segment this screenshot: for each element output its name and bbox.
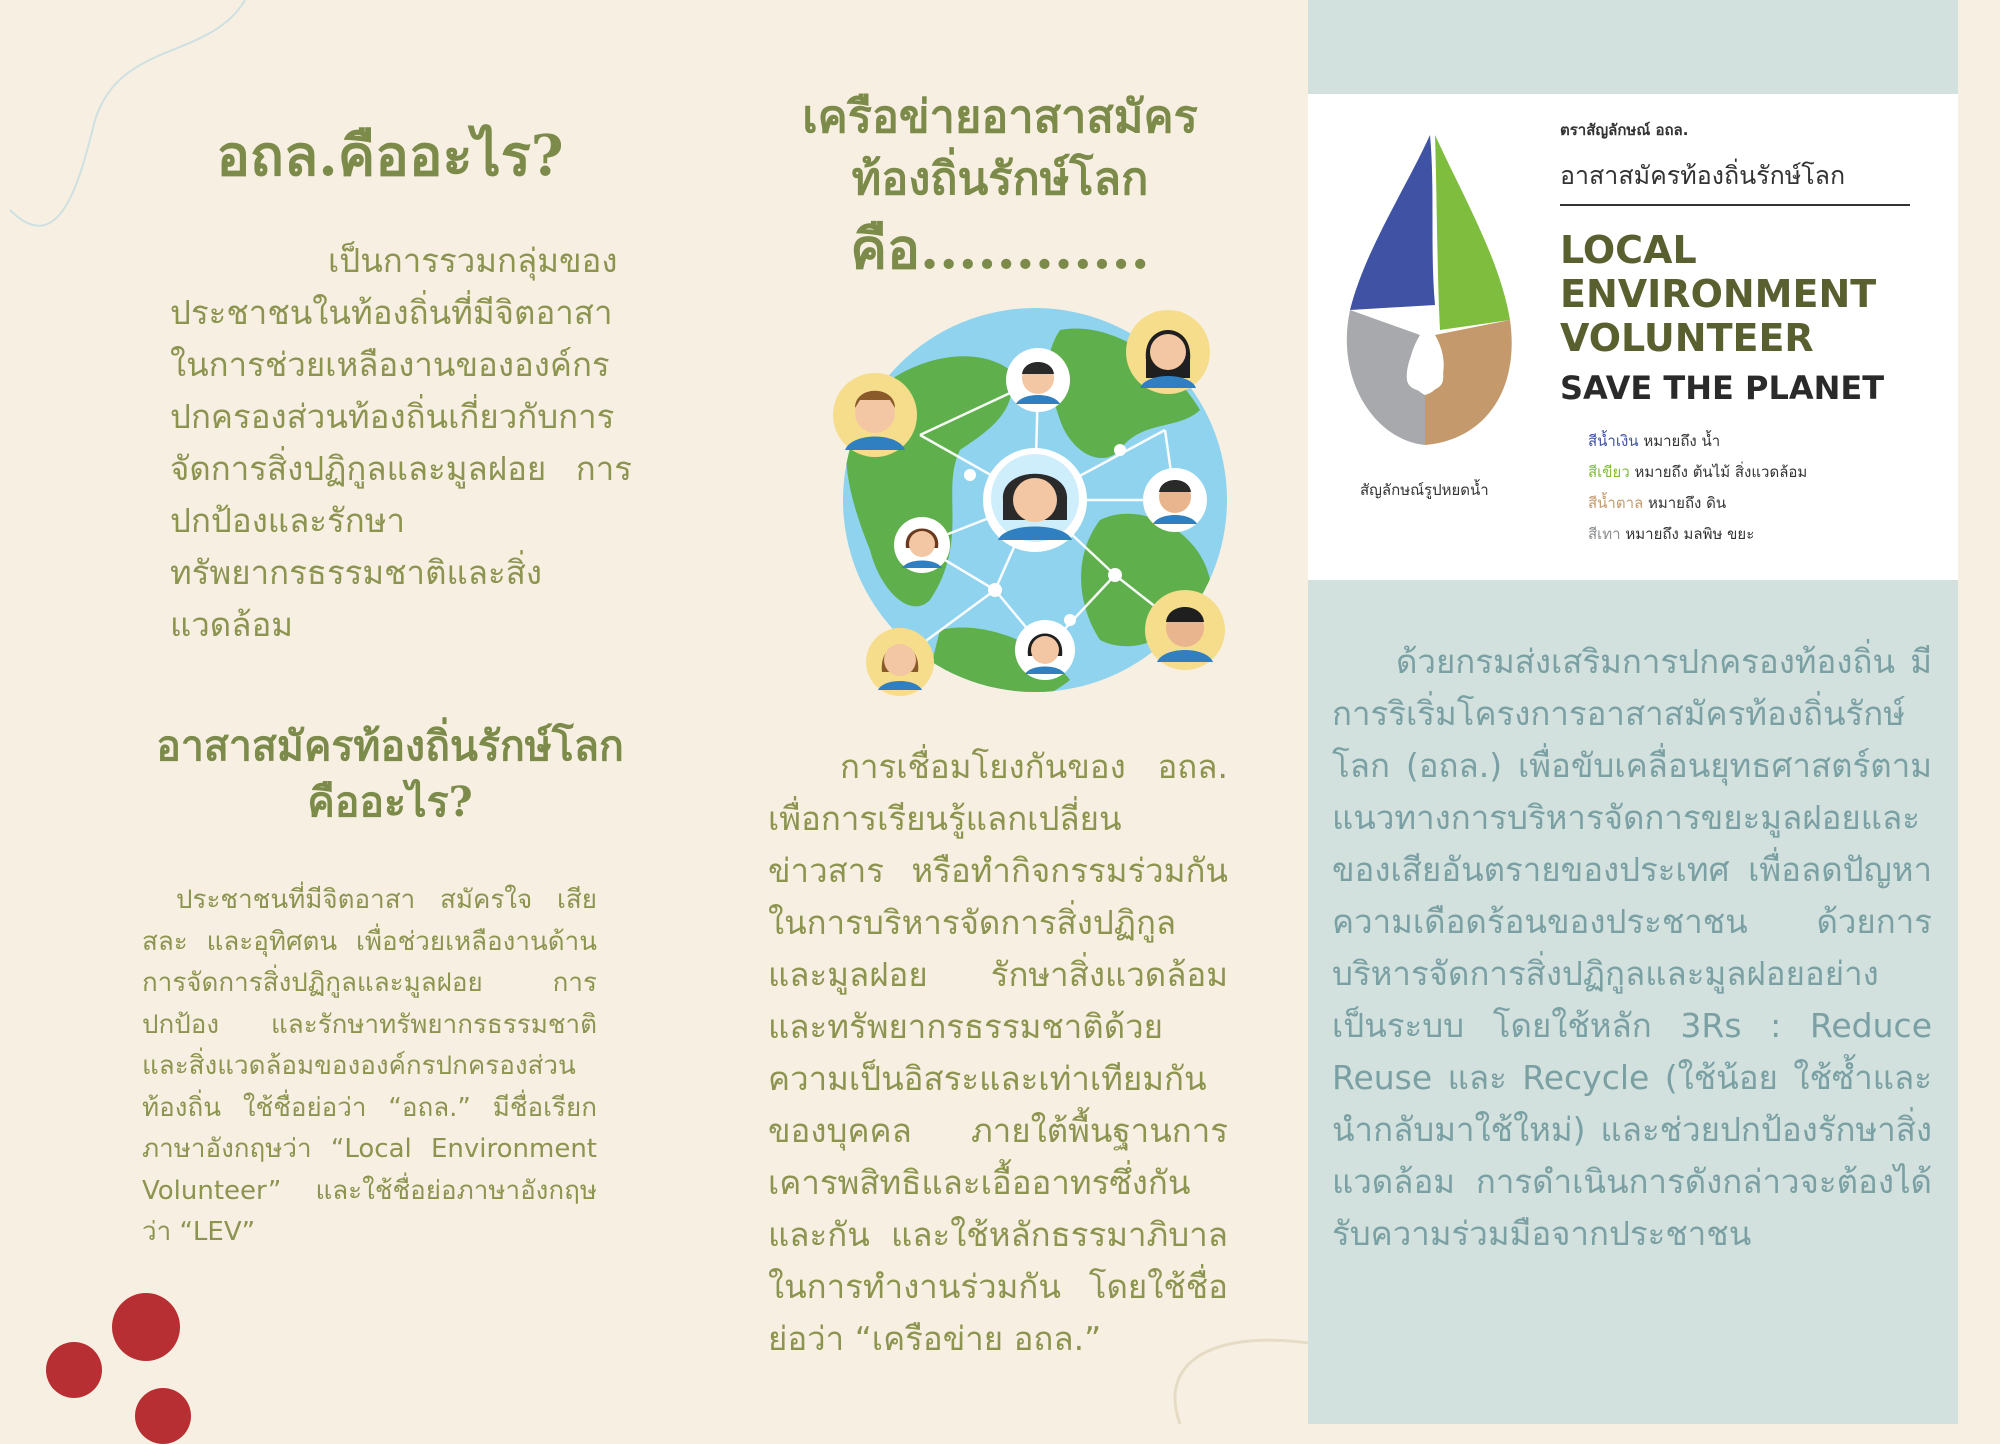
legend-item-grey: สีเทา หมายถึง มลพิษ ขยะ	[1588, 525, 1755, 543]
logo-en-line3: VOLUNTEER	[1560, 316, 1814, 360]
col2-heading-line3: คือ............	[850, 216, 1150, 281]
col2-heading-line2: ท้องถิ่นรักษ์โลก	[851, 152, 1149, 205]
decorative-red-dot	[135, 1388, 191, 1444]
col1-subheading	[120, 718, 660, 830]
col2-heading	[760, 86, 1240, 288]
logo-text-block	[1560, 118, 1940, 550]
legend-item-brown: สีน้ำตาล หมายถึง ดิน	[1588, 494, 1727, 512]
col3-project-paragraph: ด้วยกรมส่งเสริมการปกครองท้องถิ่น มีการริเริ่มโครงการอาสาสมัครท้องถิ่นรักษ์โลก (อถล.) เพื่อขับเคลื่อนยุทธศาสตร์ตามแนวทางการบริหารจัดการขยะมูลฝอยและของเสียอันตรายของประเทศ เพื่อลดปัญหาความเดือดร้อนของประชาชน ด้วยการบริหารจัดการสิ่งปฏิกูลและมูลฝอยอย่างเป็นระบบ โดยใช้หลัก 3Rs : Reduce Reuse และ Recycle (ใช้น้อย ใช้ซ้ำและนำกลับมาใช้ใหม่) และช่วยปกป้องรักษาสิ่งแวดล้อม การดำเนินการดังกล่าวจะต้องได้รับความร่วมมือจากประชาชน	[1332, 642, 1932, 1253]
globe-network-illustration	[820, 300, 1240, 710]
decorative-red-dot	[112, 1293, 180, 1361]
avatar-center	[983, 448, 1087, 552]
decorative-red-dot	[46, 1342, 102, 1398]
logo-drop-caption: สัญลักษณ์รูปหยดน้ำ	[1360, 481, 1489, 499]
logo-legend	[1588, 426, 1940, 550]
logo-en-line2: ENVIRONMENT	[1560, 272, 1877, 316]
col1-subheading-line2: คืออะไร?	[307, 778, 473, 826]
col1-intro-paragraph: เป็นการรวมกลุ่มของประชาชนในท้องถิ่นที่มีจิตอาสาในการช่วยเหลืองานขององค์กรปกครองส่วนท้องถิ่นเกี่ยวกับการจัดการสิ่งปฏิกูลและมูลฝอย การปกป้องและรักษาทรัพยากรธรรมชาติและสิ่งแวดล้อม	[170, 241, 632, 644]
legend-item-green: สีเขียว หมายถึง ต้นไม้ สิ่งแวดล้อม	[1588, 463, 1808, 481]
logo-title-small: ตราสัญลักษณ์ อถล.	[1560, 121, 1689, 139]
col1-subheading-line1: อาสาสมัครท้องถิ่นรักษ์โลก	[156, 722, 624, 770]
logo-en-line4: SAVE THE PLANET	[1560, 369, 1885, 407]
col2-network-paragraph: การเชื่อมโยงกันของ อถล. เพื่อการเรียนรู้แลกเปลี่ยนข่าวสาร หรือทำกิจกรรมร่วมกันในการบริหารจัดการสิ่งปฏิกูลและมูลฝอย รักษาสิ่งแวดล้อมและทรัพยากรธรรมชาติด้วยความเป็นอิสระและเท่าเทียมกันของบุคคล ภายใต้พื้นฐานการเคารพสิทธิและเอื้ออาทรซึ่งกันและกัน และใช้หลักธรรมาภิบาลในการทำงานร่วมกัน โดยใช้ชื่อย่อว่า “เครือข่าย อถล.”	[768, 747, 1228, 1358]
col2-heading-line1: เครือข่ายอาสาสมัคร	[802, 90, 1198, 143]
col1-definition-paragraph: ประชาชนที่มีจิตอาสา สมัครใจ เสียสละ และอุทิศตน เพื่อช่วยเหลืองานด้านการจัดการสิ่งปฏิกูลและมูลฝอย การปกป้อง และรักษาทรัพยากรธรรมชาติและสิ่งแวดล้อมขององค์กรปกครองส่วนท้องถิ่น ใช้ชื่อย่อว่า “อถล.” มีชื่อเรียกภาษาอังกฤษว่า “Local Environment Volunteer” และใช้ชื่อย่อภาษาอังกฤษว่า “LEV”	[142, 885, 597, 1247]
logo-divider	[1560, 204, 1910, 206]
water-drop-logo	[1325, 130, 1525, 460]
legend-item-blue: สีน้ำเงิน หมายถึง น้ำ	[1588, 432, 1721, 450]
logo-title-thai: อาสาสมัครท้องถิ่นรักษ์โลก	[1560, 161, 1846, 190]
col1-heading: อถล.คืออะไร?	[216, 123, 564, 189]
logo-en-line1: LOCAL	[1560, 228, 1697, 272]
